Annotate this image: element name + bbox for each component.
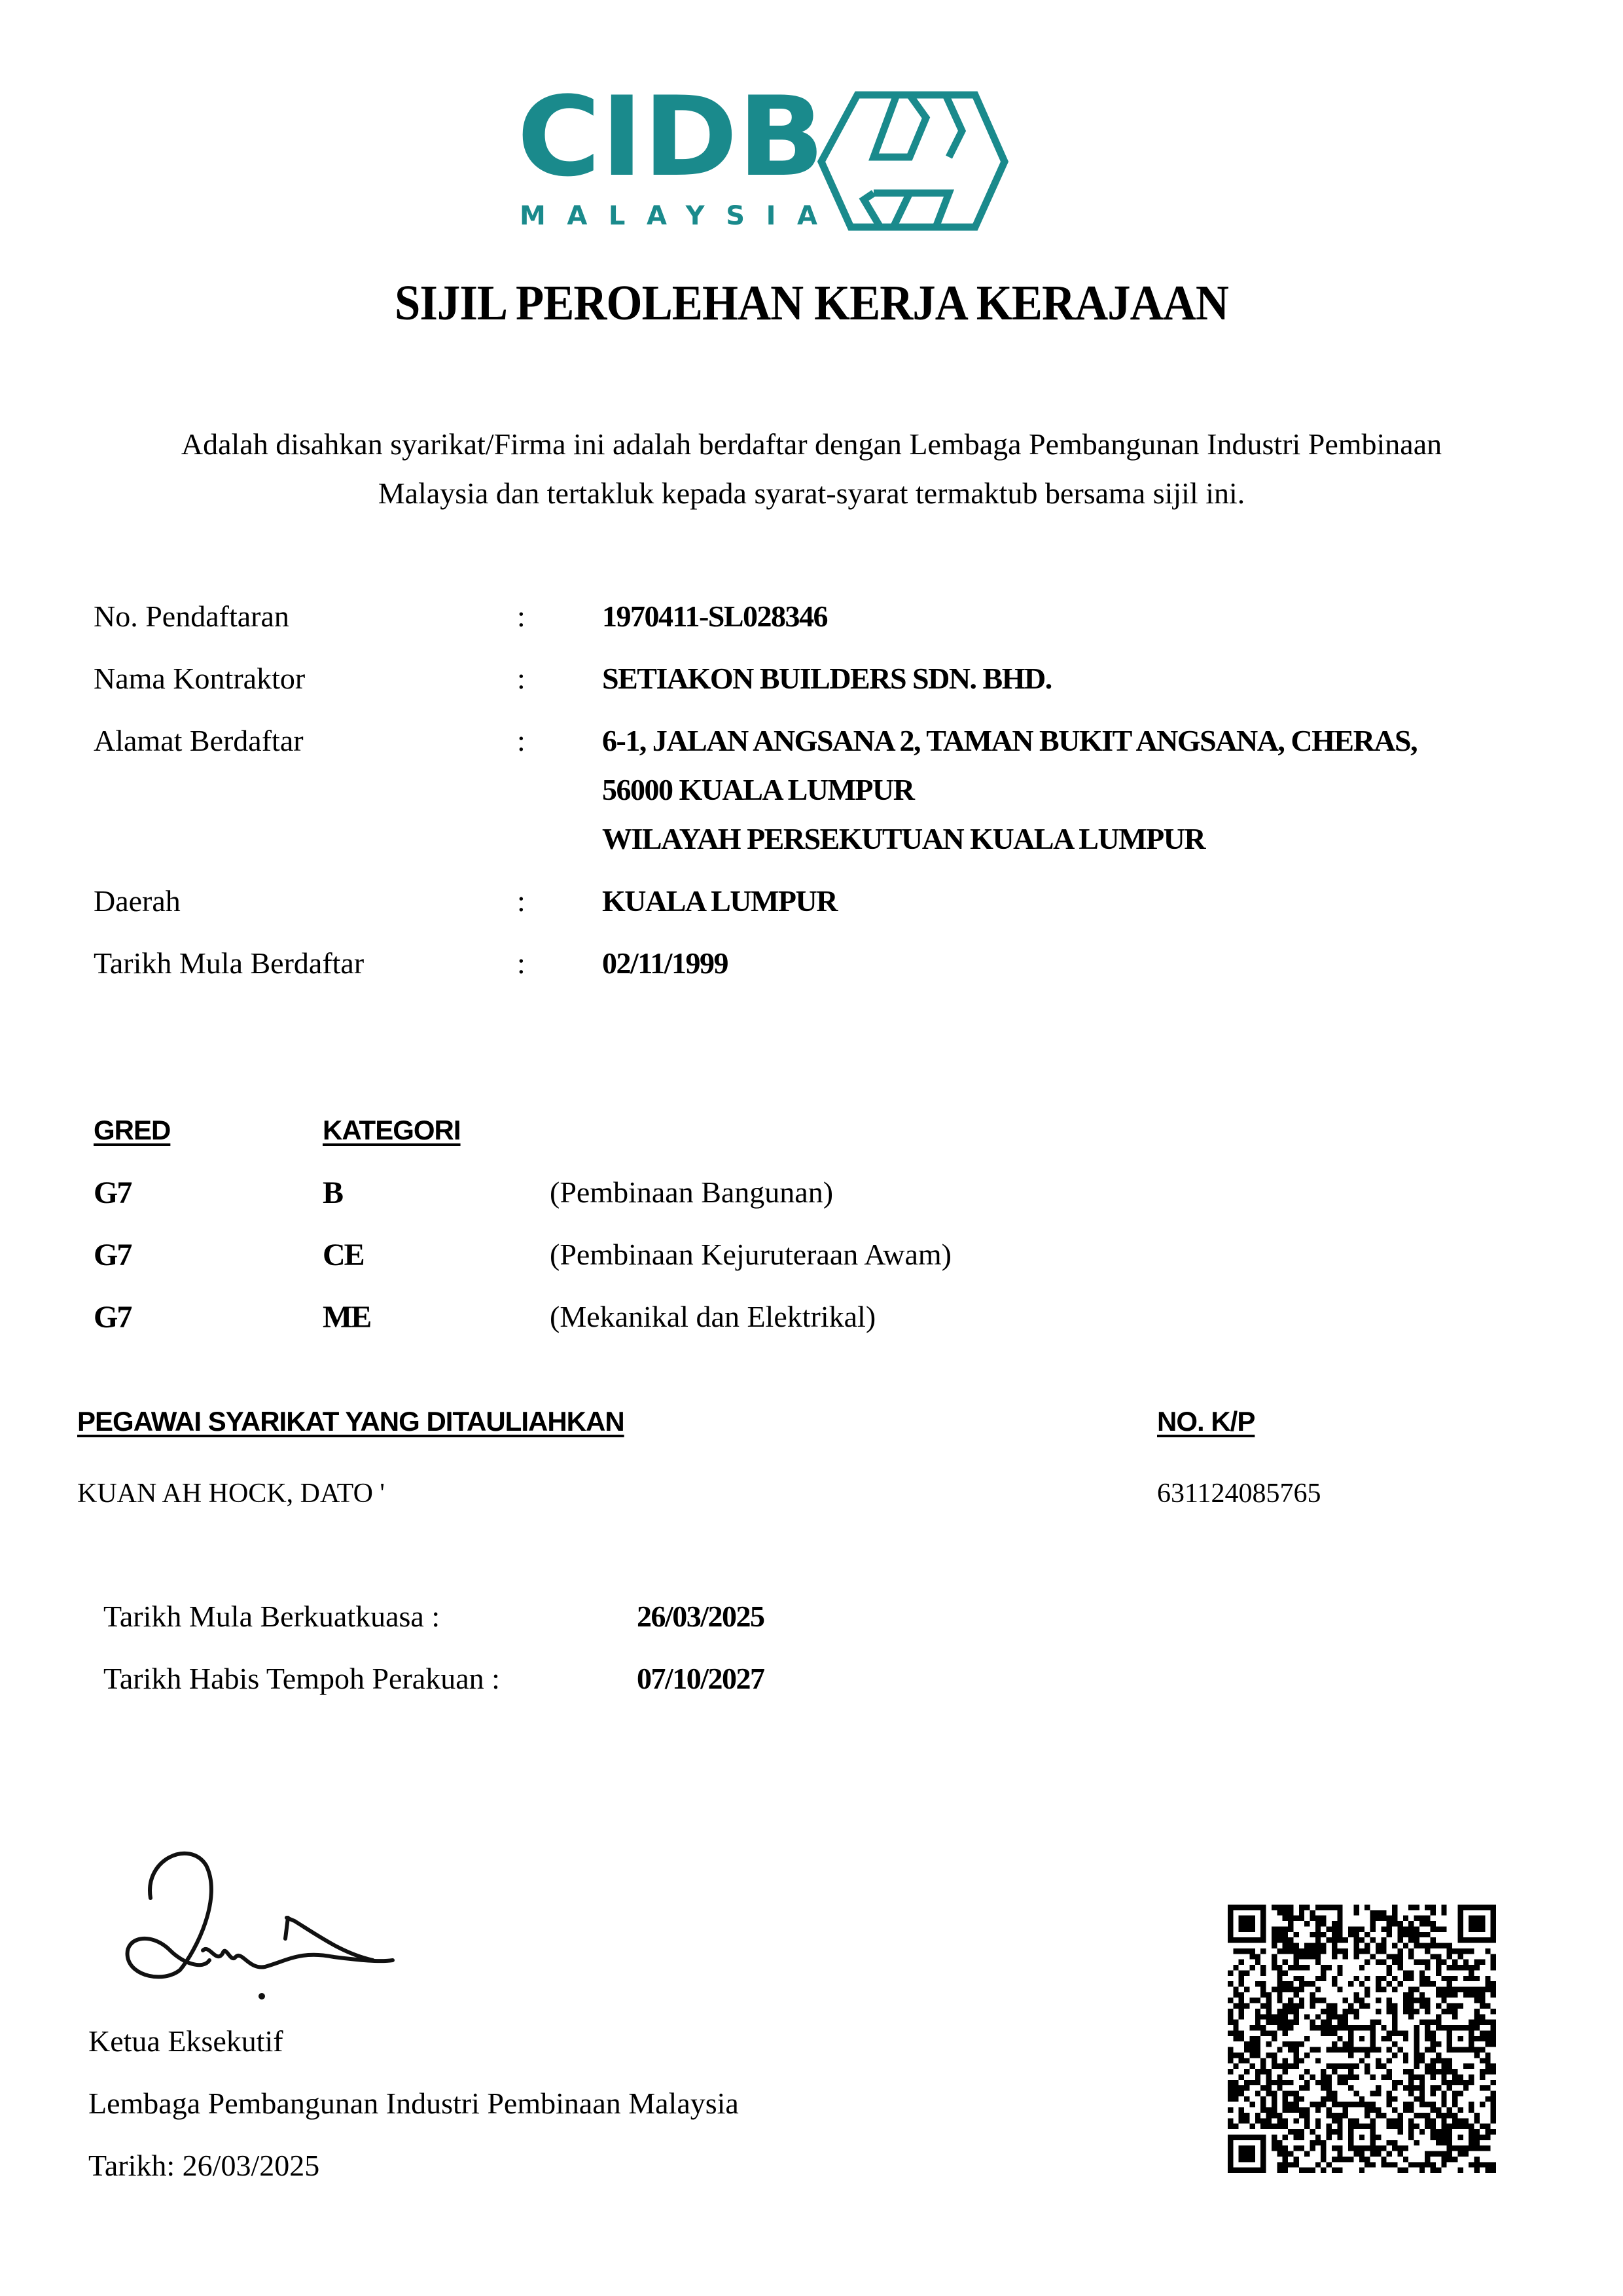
registered-since-label: Tarikh Mula Berdaftar xyxy=(94,946,365,980)
qr-code-icon xyxy=(1228,1905,1496,2173)
grade-cell: G7 xyxy=(94,1300,132,1335)
start-date-value: 26/03/2025 xyxy=(637,1600,764,1633)
colon: : xyxy=(517,600,526,633)
category-description: (Pembinaan Bangunan) xyxy=(550,1175,834,1209)
district-label: Daerah xyxy=(94,884,181,918)
district-value: KUALA LUMPUR xyxy=(602,884,837,918)
signatory-title: Ketua Eksekutif xyxy=(88,2024,283,2058)
certificate-title: SIJIL PEROLEHAN KERJA KERAJAAN xyxy=(394,276,1229,331)
category-cell: CE xyxy=(323,1238,364,1272)
ic-header: NO. K/P xyxy=(1157,1406,1255,1437)
end-date-value: 07/10/2027 xyxy=(637,1662,764,1695)
colon: : xyxy=(517,724,526,757)
intro-line-1: Adalah disahkan syarikat/Firma ini adalah berdaftar dengan Lembaga Pembangunan Industri Pembinaan xyxy=(181,427,1442,461)
address-label: Alamat Berdaftar xyxy=(94,724,304,757)
registration-no-label: No. Pendaftaran xyxy=(94,600,289,633)
svg-text:MALAYSIA: MALAYSIA xyxy=(520,201,817,231)
colon: : xyxy=(517,884,526,918)
category-description: (Mekanikal dan Elektrikal) xyxy=(550,1300,876,1333)
grade-header: GRED xyxy=(94,1115,171,1145)
contractor-name-label: Nama Kontraktor xyxy=(94,662,306,695)
category-cell: ME xyxy=(323,1300,371,1335)
signature-icon xyxy=(118,1839,406,2009)
category-cell: B xyxy=(323,1175,343,1210)
registration-no-value: 1970411-SL028346 xyxy=(602,600,828,633)
signatory-organization: Lembaga Pembangunan Industri Pembinaan Malaysia xyxy=(88,2087,739,2120)
end-date-label: Tarikh Habis Tempoh Perakuan : xyxy=(103,1662,500,1695)
grade-cell: G7 xyxy=(94,1175,132,1210)
verification-qr-code[interactable] xyxy=(1228,1905,1496,2173)
officer-name: KUAN AH HOCK, DATO ' xyxy=(77,1479,385,1509)
intro-line-2: Malaysia dan tertakluk kepada syarat-syarat termaktub bersama sijil ini. xyxy=(378,476,1245,510)
officer-header: PEGAWAI SYARIKAT YANG DITAULIAHKAN xyxy=(77,1406,624,1437)
grade-cell: G7 xyxy=(94,1238,132,1272)
contractor-name-value: SETIAKON BUILDERS SDN. BHD. xyxy=(602,662,1052,695)
cidb-logo xyxy=(517,88,1014,236)
signature xyxy=(118,1839,406,2009)
colon: : xyxy=(517,662,526,695)
address-line-1: 6-1, JALAN ANGSANA 2, TAMAN BUKIT ANGSANA, CHERAS, xyxy=(602,724,1418,757)
category-description: (Pembinaan Kejuruteraan Awam) xyxy=(550,1238,952,1271)
address-line-2: 56000 KUALA LUMPUR xyxy=(602,773,914,806)
address-line-3: WILAYAH PERSEKUTUAN KUALA LUMPUR xyxy=(602,822,1205,855)
category-header: KATEGORI xyxy=(323,1115,461,1145)
cidb-logo-icon xyxy=(517,88,1014,236)
start-date-label: Tarikh Mula Berkuatkuasa : xyxy=(103,1600,440,1633)
officer-ic: 631124085765 xyxy=(1157,1479,1321,1509)
registered-since-value: 02/11/1999 xyxy=(602,946,728,980)
colon: : xyxy=(517,946,526,980)
svg-text:CIDB: CIDB xyxy=(517,88,825,201)
signatory-date: Tarikh: 26/03/2025 xyxy=(88,2149,320,2182)
